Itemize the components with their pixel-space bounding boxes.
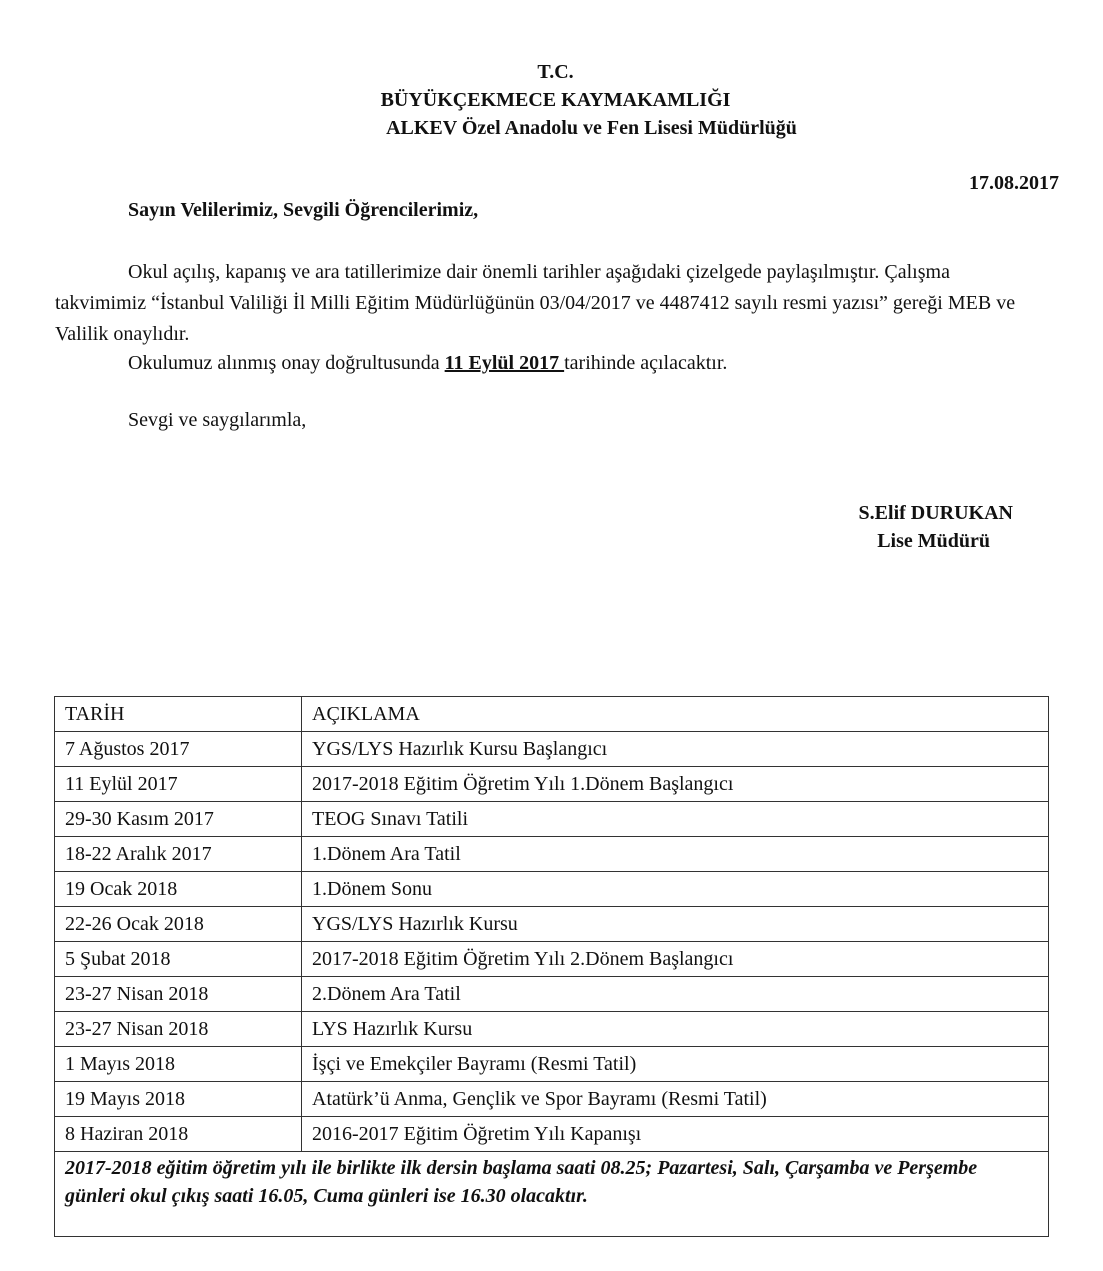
table-row	[55, 907, 1049, 942]
header-line-school: ALKEV Özel Anadolu ve Fen Lisesi Müdürlüğü	[386, 117, 797, 139]
table-row	[55, 802, 1049, 837]
table-row	[55, 732, 1049, 767]
letter-date: 17.08.2017	[969, 172, 1059, 194]
cell-description: İşçi ve Emekçiler Bayramı (Resmi Tatil)	[302, 1047, 1049, 1082]
cell-date: 23-27 Nisan 2018	[55, 977, 302, 1012]
header-date: TARİH	[55, 697, 302, 732]
opening-text-after: tarihinde açılacaktır.	[564, 352, 728, 374]
cell-date: 1 Mayıs 2018	[55, 1047, 302, 1082]
signature-name: S.Elif DURUKAN	[858, 502, 1013, 524]
cell-date: 23-27 Nisan 2018	[55, 1012, 302, 1047]
table-row	[55, 942, 1049, 977]
cell-date: 18-22 Aralık 2017	[55, 837, 302, 872]
cell-date: 7 Ağustos 2017	[55, 732, 302, 767]
cell-date: 29-30 Kasım 2017	[55, 802, 302, 837]
table-row	[55, 767, 1049, 802]
table-header-row	[55, 697, 1049, 732]
opening-text-before: Okulumuz alınmış onay doğrultusunda	[128, 352, 445, 374]
table-row	[55, 837, 1049, 872]
signature-title: Lise Müdürü	[877, 530, 990, 552]
cell-description: 2017-2018 Eğitim Öğretim Yılı 2.Dönem Başlangıcı	[302, 942, 1049, 977]
closing-line: Sevgi ve saygılarımla,	[128, 409, 307, 431]
cell-description: LYS Hazırlık Kursu	[302, 1012, 1049, 1047]
paragraph-announcement: Okul açılış, kapanış ve ara tatillerimize dair önemli tarihler aşağıdaki çizelgede paylaşılmıştır. Çalışma takvimimiz “İstanbul Valiliği İl Milli Eğitim Müdürlüğünün 03/04/2017 ve 4487412 sayılı resmi yazısı” gereği MEB ve Valilik onaylıdır.	[55, 261, 1016, 345]
cell-description: TEOG Sınavı Tatili	[302, 802, 1049, 837]
cell-date: 19 Ocak 2018	[55, 872, 302, 907]
paragraph-opening-date	[128, 348, 1103, 379]
cell-description: 2017-2018 Eğitim Öğretim Yılı 1.Dönem Başlangıcı	[302, 767, 1049, 802]
table-row	[55, 1047, 1049, 1082]
cell-date: 11 Eylül 2017	[55, 767, 302, 802]
cell-date: 19 Mayıs 2018	[55, 1082, 302, 1117]
cell-date: 8 Haziran 2018	[55, 1117, 302, 1152]
table-row	[55, 1012, 1049, 1047]
header-description: AÇIKLAMA	[302, 697, 1049, 732]
cell-description: 2.Dönem Ara Tatil	[302, 977, 1049, 1012]
opening-date-highlight: 11 Eylül 2017	[444, 352, 565, 374]
schedule-note: 2017-2018 eğitim öğretim yılı ile birlikte ilk dersin başlama saati 08.25; Pazartesi, Salı, Çarşamba ve Perşembe günleri okul çıkış saati 16.05, Cuma günleri ise 16.30 olacaktır.	[55, 1152, 1049, 1237]
table-row	[55, 1082, 1049, 1117]
cell-date: 5 Şubat 2018	[55, 942, 302, 977]
header-line-tc: T.C.	[537, 61, 574, 83]
cell-description: 1.Dönem Sonu	[302, 872, 1049, 907]
table-row	[55, 977, 1049, 1012]
cell-description: 1.Dönem Ara Tatil	[302, 837, 1049, 872]
table-note-row	[55, 1152, 1049, 1237]
cell-description: 2016-2017 Eğitim Öğretim Yılı Kapanışı	[302, 1117, 1049, 1152]
table-row	[55, 872, 1049, 907]
cell-description: Atatürk’ü Anma, Gençlik ve Spor Bayramı (Resmi Tatil)	[302, 1082, 1049, 1117]
table-row	[55, 1117, 1049, 1152]
cell-description: YGS/LYS Hazırlık Kursu Başlangıcı	[302, 732, 1049, 767]
cell-description: YGS/LYS Hazırlık Kursu	[302, 907, 1049, 942]
greeting: Sayın Velilerimiz, Sevgili Öğrencilerimiz,	[128, 199, 479, 221]
header-line-kaymakamlik: BÜYÜKÇEKMECE KAYMAKAMLIĞI	[380, 89, 731, 111]
schedule-table	[54, 696, 1049, 1237]
cell-date: 22-26 Ocak 2018	[55, 907, 302, 942]
